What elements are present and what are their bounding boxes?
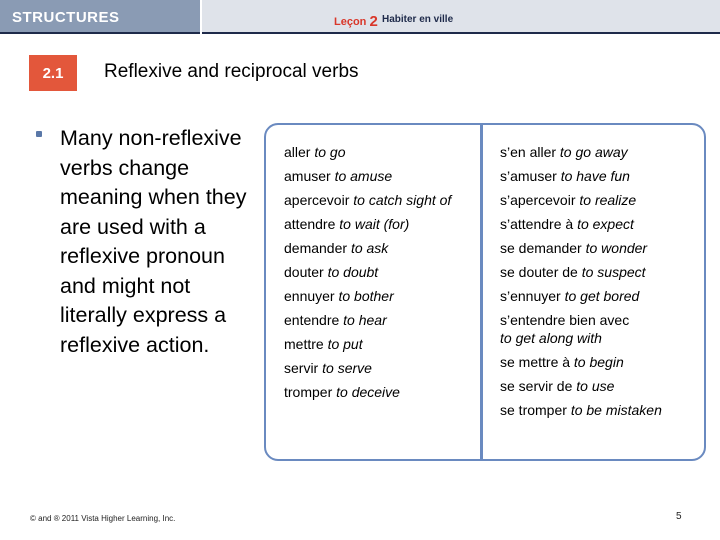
- structures-label: STRUCTURES: [12, 9, 120, 26]
- verb: s’entendre bien avec: [500, 312, 630, 328]
- verb-row: [284, 287, 470, 305]
- verb-meaning: to ask: [350, 240, 389, 256]
- verb-meaning: to bother: [338, 288, 394, 304]
- verb-row: [500, 239, 696, 257]
- verb: entendre: [284, 312, 340, 328]
- verb-row: [284, 383, 470, 401]
- copyright-notice: © and ® 2011 Vista Higher Learning, Inc.: [30, 514, 176, 523]
- verb: s’apercevoir: [500, 192, 576, 208]
- verb: se tromper: [500, 402, 567, 418]
- verb-meaning: to doubt: [327, 264, 379, 280]
- verb-meaning: to have fun: [560, 168, 630, 184]
- verb-row: [284, 167, 470, 185]
- verb: attendre: [284, 216, 336, 232]
- verb: s’en aller: [500, 144, 557, 160]
- verb: ennuyer: [284, 288, 335, 304]
- verb: s’ennuyer: [500, 288, 561, 304]
- verb-meaning: to hear: [343, 312, 387, 328]
- lesson-title: Habiter en ville: [382, 14, 454, 25]
- verb: se mettre à: [500, 354, 571, 370]
- verb-meaning: to use: [576, 378, 615, 394]
- verb-meaning: to go away: [559, 144, 628, 160]
- verb: se douter de: [500, 264, 578, 280]
- verb: demander: [284, 240, 348, 256]
- verb-meaning: to get bored: [564, 288, 640, 304]
- verb: amuser: [284, 168, 331, 184]
- verb-column-non-reflexive: [284, 143, 470, 401]
- lesson-number: 2: [369, 13, 378, 30]
- lesson-label: [334, 12, 378, 29]
- verb-meaning: to deceive: [336, 384, 400, 400]
- section-number-badge: 2.1: [29, 55, 77, 91]
- verb-row: [284, 335, 470, 353]
- verb-meaning: to amuse: [334, 168, 393, 184]
- verb-meaning: to get along with: [500, 330, 602, 346]
- verb: douter: [284, 264, 324, 280]
- verb-meaning: to expect: [577, 216, 634, 232]
- verb-row: [284, 311, 470, 329]
- verb-row: [284, 239, 470, 257]
- verb-row: [284, 215, 470, 233]
- verb-meaning: to serve: [322, 360, 372, 376]
- verb-meaning: to realize: [579, 192, 637, 208]
- verb-row: [500, 353, 696, 371]
- verb: s’amuser: [500, 168, 557, 184]
- header-right-band: [202, 0, 720, 34]
- verb: s’attendre à: [500, 216, 574, 232]
- verb-row: [284, 263, 470, 281]
- verb-row: [284, 143, 470, 161]
- verb-row: [500, 263, 696, 281]
- verb-meaning: to suspect: [581, 264, 646, 280]
- verb-row: [284, 359, 470, 377]
- verb-row: [500, 401, 696, 419]
- verb-row: [500, 191, 696, 209]
- verb-row: [500, 167, 696, 185]
- verb-row: [500, 287, 696, 305]
- verb-row: [500, 311, 696, 347]
- header-left-band: [0, 0, 200, 34]
- lesson-word: Leçon: [334, 16, 367, 28]
- verb: se servir de: [500, 378, 573, 394]
- verb: se demander: [500, 240, 582, 256]
- verb-row: [500, 377, 696, 395]
- verb-meaning: to begin: [573, 354, 624, 370]
- verb: servir: [284, 360, 319, 376]
- verb-row: [500, 143, 696, 161]
- verb-row: [284, 191, 470, 209]
- verb-meaning: to catch sight of: [353, 192, 452, 208]
- verb-meaning: to wonder: [585, 240, 648, 256]
- section-title: Reflexive and reciprocal verbs: [104, 61, 359, 82]
- verb: mettre: [284, 336, 324, 352]
- verb: tromper: [284, 384, 333, 400]
- verb-meaning: to go: [314, 144, 346, 160]
- verb: apercevoir: [284, 192, 350, 208]
- verb-row: [500, 215, 696, 233]
- bullet-text: Many non-reflexive verbs change meaning when they are used with a reflexive pronoun and might not literally express a reflexive action.: [60, 126, 247, 357]
- bullet-icon: [36, 131, 42, 137]
- table-divider: [480, 124, 483, 460]
- verb-meaning: to wait (for): [339, 216, 410, 232]
- verb: aller: [284, 144, 311, 160]
- verb-meaning: to put: [327, 336, 363, 352]
- verb-column-reflexive: [500, 143, 696, 419]
- page-number: 5: [676, 511, 682, 522]
- verb-meaning: to be mistaken: [570, 402, 662, 418]
